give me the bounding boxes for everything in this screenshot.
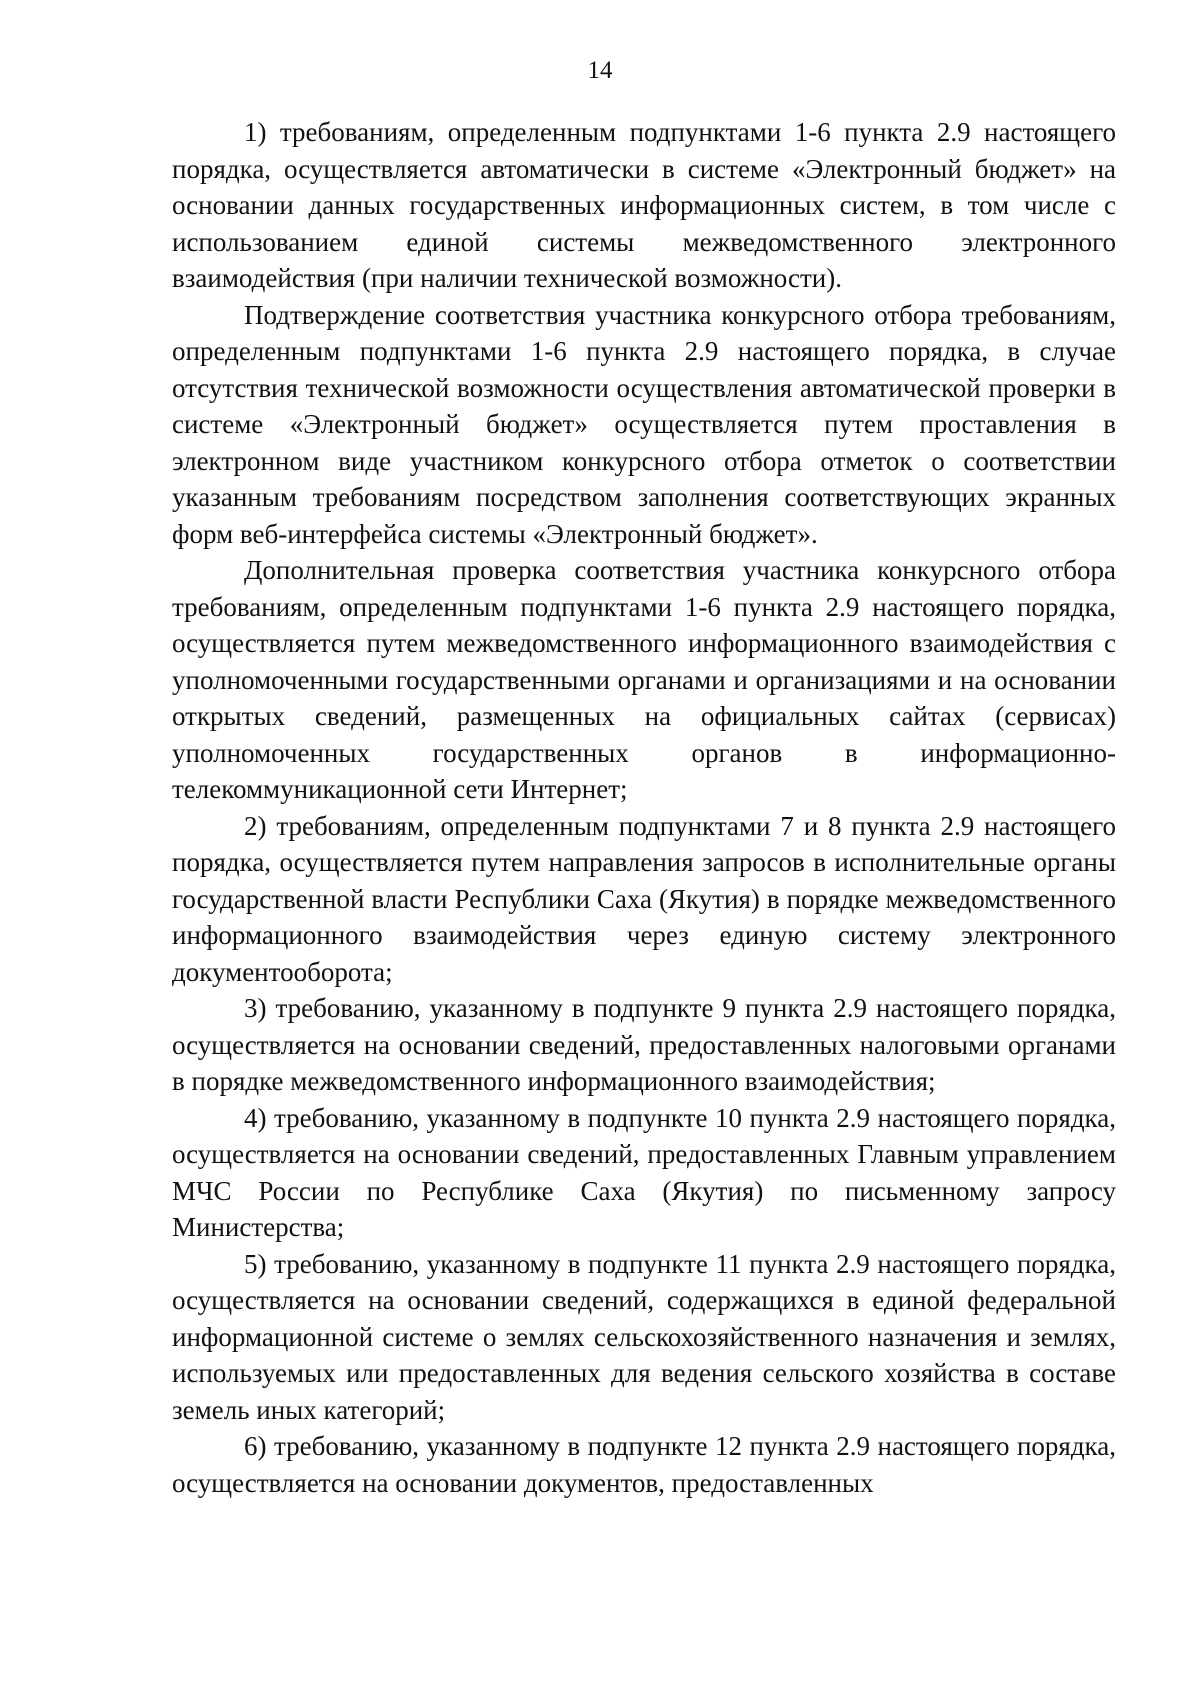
paragraph-item-6: 6) требованию, указанному в подпункте 12 пункта 2.9 настоящего порядка, осуществляется на основании документов, предоставленных bbox=[172, 1431, 1116, 1498]
paragraph-item-3: 3) требованию, указанному в подпункте 9 пункта 2.9 настоящего порядка, осуществляется на основании сведений, предоставленных налоговыми органами в порядке межведомственного информационного взаимодействия; bbox=[172, 993, 1116, 1096]
paragraph-confirmation: Подтверждение соответствия участника конкурсного отбора требованиям, определенным подпунктами 1-6 пункта 2.9 настоящего порядка, в случае отсутствия технической возможности осуществления автоматической проверки в системе «Электронный бюджет» осуществляется путем проставления в электронном виде участником конкурсного отбора отметок о соответствии указанным требованиям посредством заполнения соответствующих экранных форм веб-интерфейса системы «Электронный бюджет». bbox=[172, 299, 1116, 549]
paragraph-additional-check: Дополнительная проверка соответствия участника конкурсного отбора требованиям, определенным подпунктами 1-6 пункта 2.9 настоящего порядка, осуществляется путем межведомственного информационного взаимодействия с уполномоченными государственными органами и организациями и на основании открытых сведений, размещенных на официальных сайтах (сервисах) уполномоченных государственных органов в информационно-телекоммуникационной сети Интернет; bbox=[172, 555, 1116, 804]
document-body bbox=[172, 114, 1116, 1501]
paragraph-item-2: 2) требованиям, определенным подпунктами 7 и 8 пункта 2.9 настоящего порядка, осуществляется путем направления запросов в исполнительные органы государственной власти Республики Саха (Якутия) в порядке межведомственного информационного взаимодействия через единую систему электронного документооборота; bbox=[172, 810, 1116, 987]
page-number: 14 bbox=[587, 57, 613, 84]
paragraph-item-5: 5) требованию, указанному в подпункте 11 пункта 2.9 настоящего порядка, осуществляется на основании сведений, содержащихся в единой федеральной информационной системе о землях сельскохозяйственного назначения и землях, используемых или предоставленных для ведения сельского хозяйства в составе земель иных категорий; bbox=[172, 1248, 1116, 1425]
paragraph-item-4: 4) требованию, указанному в подпункте 10 пункта 2.9 настоящего порядка, осуществляется на основании сведений, предоставленных Главным управлением МЧС России по Республике Саха (Якутия) по письменному запросу Министерства; bbox=[172, 1102, 1116, 1242]
paragraph-item-1: 1) требованиям, определенным подпунктами 1-6 пункта 2.9 настоящего порядка, осуществляется автоматически в системе «Электронный бюджет» на основании данных государственных информационных систем, в том числе с использованием единой системы межведомственного электронного взаимодействия (при наличии технической возможности). bbox=[172, 117, 1116, 293]
